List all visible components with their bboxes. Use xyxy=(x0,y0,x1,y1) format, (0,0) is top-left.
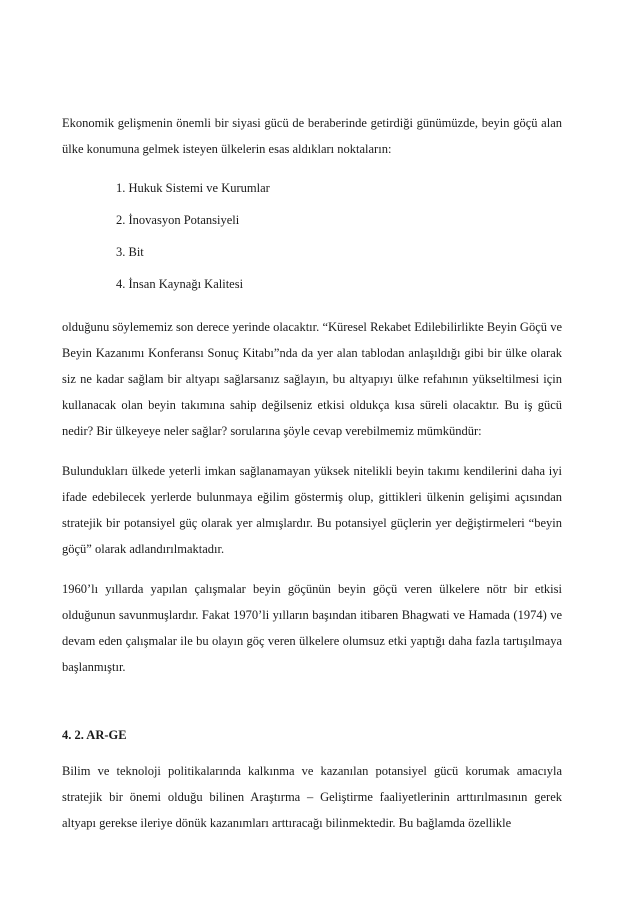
paragraph-arge: Bilim ve teknoloji politikalarında kalkınma ve kazanılan potansiyel gücü korumak amacıyla stratejik bir önemi olduğu bilinen Araştırma – Geliştirme faaliyetlerinin arttırılmasının gerek altyapı gerekse ileriye dönük kazanımları arttıracağı bilinmektedir. Bu bağlamda özellikle xyxy=(62,764,562,830)
list-item: 2. İnovasyon Potansiyeli xyxy=(116,213,240,227)
list-item: 3. Bit xyxy=(116,245,144,259)
paragraph-conclusion: olduğunu söylememiz son derece yerinde olacaktır. “Küresel Rekabet Edilebilirlikte Beyin Göçü ve Beyin Kazanımı Konferansı Sonuç Kitabı”nda da yer alan tablodan anlaşıldığı gibi bir ülke olarak siz ne kadar sağlam bir altyapı sağlarsanız sağlayın, bu altyapıyı ülke refahının yükseltilmesi için kullanacak olan beyin takımına sahip değilseniz etkisi oldukça kısa süreli olacaktır. Bu iş gücü nedir? Bir ülkeyeye neler sağlar? sorularına şöyle cevap verebilmemiz mümkündür: xyxy=(62,320,562,438)
criteria-list xyxy=(62,172,562,300)
list-item: 1. Hukuk Sistemi ve Kurumlar xyxy=(116,181,270,195)
list-item: 4. İnsan Kaynağı Kalitesi xyxy=(116,277,244,291)
section-heading: 4. 2. AR-GE xyxy=(62,728,127,742)
paragraph-brain-drain-definition: Bulundukları ülkede yeterli imkan sağlanamayan yüksek nitelikli beyin takımı kendilerini daha iyi ifade edebilecek yerlerde bulunmaya eğilim göstermiş olup, gittikleri ülkenin gelişimi açısından stratejik bir potansiyel güç olarak yer almışlardır. Bu potansiyel güçlerin yer değiştirmeleri “beyin göçü” olarak adlandırılmaktadır. xyxy=(62,464,562,556)
paragraph-history: 1960’lı yıllarda yapılan çalışmalar beyin göçünün beyin göçü veren ülkelere nötr bir etkisi olduğunun savunmuşlardır. Fakat 1970’li yılların başından itibaren Bhagwati ve Hamada (1974) ve devam eden çalışmalar ile bu olayın göç veren ülkelere olumsuz etki yaptığı daha fazla tartışılmaya başlanmıştır. xyxy=(62,582,562,674)
intro-paragraph: Ekonomik gelişmenin önemli bir siyasi gücü de beraberinde getirdiği günümüzde, beyin göçü alan ülke konumuna gelmek isteyen ülkelerin esas aldıkları noktaların: xyxy=(62,116,562,156)
document-page xyxy=(62,110,562,836)
